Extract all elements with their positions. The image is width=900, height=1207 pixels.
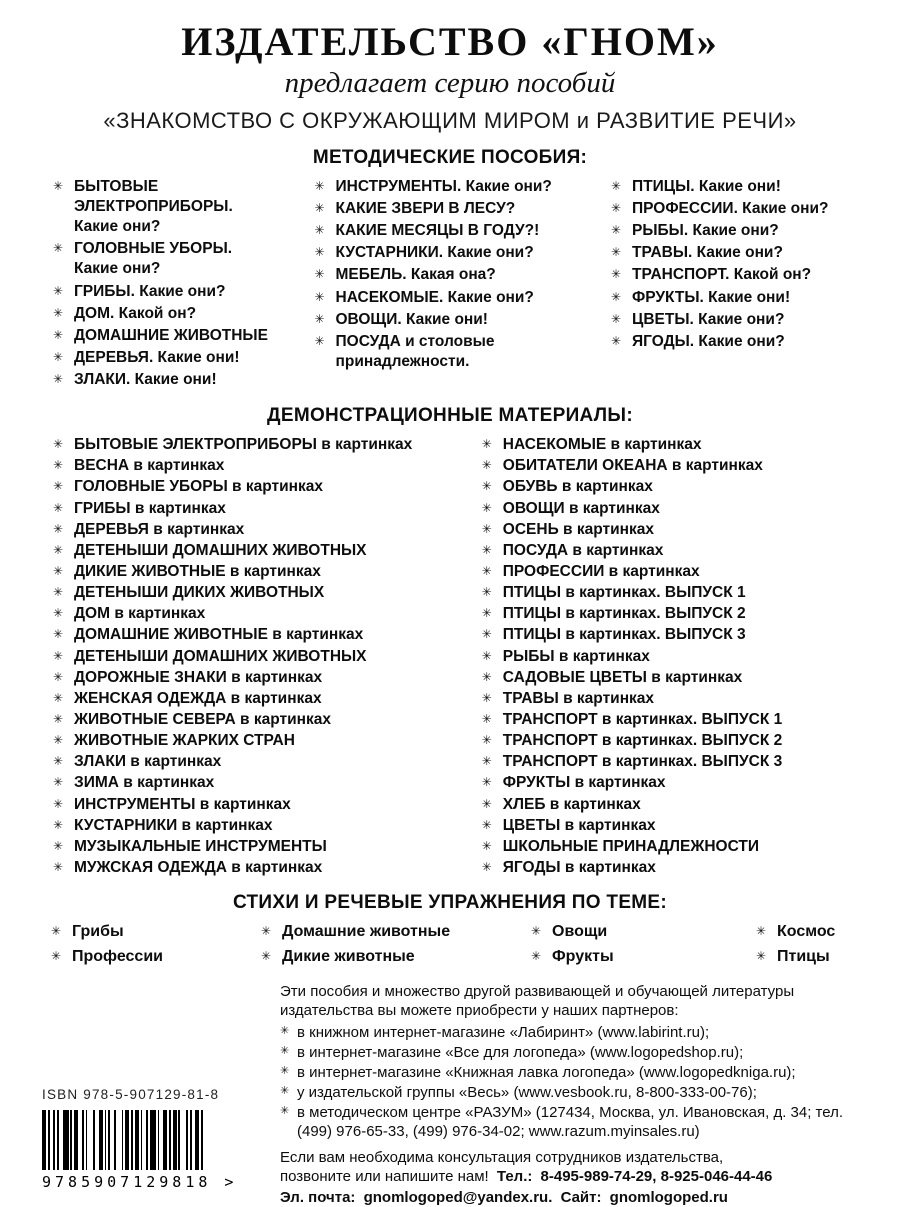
email-label: Эл. почта: — [280, 1189, 356, 1207]
book-title: ЗЛАКИ в картинках — [74, 753, 222, 771]
book-title: ОСЕНЬ в картинках — [502, 520, 654, 538]
methodical-column-1 — [52, 177, 269, 392]
demo-materials-heading: ДЕМОНСТРАЦИОННЫЕ МАТЕРИАЛЫ: — [267, 405, 633, 427]
topic-list-item — [755, 947, 850, 968]
demo-column-2 — [481, 435, 852, 879]
book-title: ОБУВЬ в картинках — [502, 478, 653, 496]
email-site-line — [280, 1188, 862, 1207]
book-title: ИНСТРУМЕНТЫ в картинках — [74, 795, 291, 813]
bottom-section — [38, 982, 862, 1207]
asterisk-bullet-icon: ✳ — [53, 860, 64, 875]
asterisk-bullet-icon: ✳ — [280, 1024, 290, 1037]
book-list-item — [52, 562, 481, 582]
poems-heading: СТИХИ И РЕЧЕВЫЕ УПРАЖНЕНИЯ ПО ТЕМЕ: — [232, 892, 668, 914]
book-list-item — [52, 326, 269, 346]
book-title: НАСЕКОМЫЕ. Какие они? — [335, 288, 534, 306]
asterisk-bullet-icon: ✳ — [53, 775, 64, 790]
asterisk-bullet-icon: ✳ — [53, 648, 64, 663]
book-list-item — [481, 668, 852, 688]
book-title: МУЖСКАЯ ОДЕЖДА в картинках — [74, 859, 323, 877]
book-title: ДЕРЕВЬЯ. Какие они! — [74, 348, 240, 366]
asterisk-bullet-icon: ✳ — [53, 754, 64, 769]
asterisk-bullet-icon: ✳ — [314, 333, 325, 348]
asterisk-bullet-icon: ✳ — [314, 289, 325, 304]
book-list-item — [610, 221, 852, 241]
asterisk-bullet-icon: ✳ — [53, 283, 64, 298]
partners-list — [280, 1023, 862, 1141]
topic-title: Космос — [777, 923, 836, 941]
book-title: ПОСУДА в картинках — [502, 541, 664, 559]
book-title: ОВОЩИ в картинках — [502, 499, 660, 517]
book-list-item — [481, 499, 852, 519]
asterisk-bullet-icon: ✳ — [53, 690, 64, 705]
book-title: ДОМАШНИЕ ЖИВОТНЫЕ в картинках — [74, 626, 364, 644]
partner-list-item — [280, 1023, 862, 1042]
topic-list-item — [260, 922, 530, 943]
asterisk-bullet-icon: ✳ — [481, 733, 492, 748]
book-title: ДОМ. Какой он? — [74, 304, 197, 322]
asterisk-bullet-icon: ✳ — [53, 305, 64, 320]
asterisk-bullet-icon: ✳ — [481, 712, 492, 727]
topic-title: Фрукты — [552, 947, 614, 965]
book-list-item — [52, 456, 481, 476]
asterisk-bullet-icon: ✳ — [531, 924, 542, 939]
methodical-column-2 — [314, 177, 566, 392]
partner-text: в интернет-магазине «Книжная лавка логопеда» (www.logopedkniga.ru); — [297, 1063, 796, 1081]
asterisk-bullet-icon: ✳ — [53, 585, 64, 600]
isbn-block — [38, 1087, 270, 1207]
poems-column-2 — [260, 922, 530, 972]
book-list-item — [610, 199, 852, 219]
asterisk-bullet-icon: ✳ — [481, 754, 492, 769]
asterisk-bullet-icon: ✳ — [756, 948, 767, 963]
book-list-item — [314, 310, 566, 330]
asterisk-bullet-icon: ✳ — [611, 267, 622, 282]
asterisk-bullet-icon: ✳ — [611, 200, 622, 215]
book-title: ГРИБЫ в картинках — [74, 499, 226, 517]
book-list-item — [52, 583, 481, 603]
book-list-item — [52, 520, 481, 540]
book-list-item — [481, 583, 852, 603]
partners-intro: Эти пособия и множество другой развивающей и обучающей литературы издательства вы можете приобрести у наших партнеров: — [280, 982, 795, 1019]
book-title: ПРОФЕССИИ в картинках — [502, 563, 700, 581]
asterisk-bullet-icon: ✳ — [51, 924, 62, 939]
book-title: ФРУКТЫ. Какие они! — [632, 288, 791, 306]
contact-line-2 — [280, 1167, 862, 1186]
barcode — [42, 1110, 238, 1192]
book-list-item — [314, 221, 566, 241]
asterisk-bullet-icon: ✳ — [53, 564, 64, 579]
asterisk-bullet-icon: ✳ — [53, 327, 64, 342]
book-list-item — [52, 858, 481, 878]
asterisk-bullet-icon: ✳ — [314, 311, 325, 326]
contact-block — [280, 1148, 862, 1186]
asterisk-bullet-icon: ✳ — [481, 458, 492, 473]
barcode-bars — [42, 1110, 222, 1170]
asterisk-bullet-icon: ✳ — [280, 1044, 290, 1057]
book-title: ДОМАШНИЕ ЖИВОТНЫЕ — [74, 326, 268, 344]
asterisk-bullet-icon: ✳ — [611, 245, 622, 260]
book-list-item — [52, 177, 269, 237]
demo-columns — [38, 435, 862, 879]
book-list-item — [481, 731, 852, 751]
book-list-item — [52, 435, 481, 455]
partner-list-item — [280, 1043, 862, 1062]
asterisk-bullet-icon: ✳ — [481, 817, 492, 832]
topic-title: Птицы — [777, 947, 830, 965]
asterisk-bullet-icon: ✳ — [481, 585, 492, 600]
asterisk-bullet-icon: ✳ — [481, 838, 492, 853]
book-title: САДОВЫЕ ЦВЕТЫ в картинках — [502, 668, 743, 686]
asterisk-bullet-icon: ✳ — [611, 178, 622, 193]
book-title: ДИКИЕ ЖИВОТНЫЕ в картинках — [74, 563, 321, 581]
book-list-item — [481, 625, 852, 645]
partner-text: в книжном интернет-магазине «Лабиринт» (www.labirint.ru); — [297, 1023, 710, 1041]
book-list-item — [52, 348, 269, 368]
publisher-subtitle: предлагает серию пособий — [284, 66, 616, 99]
book-title: ТРАВЫ. Какие они? — [632, 244, 783, 262]
asterisk-bullet-icon: ✳ — [51, 948, 62, 963]
book-list-item — [52, 795, 481, 815]
book-title: ДОРОЖНЫЕ ЗНАКИ в картинках — [74, 668, 323, 686]
book-list-item — [314, 288, 566, 308]
book-title: ЖИВОТНЫЕ ЖАРКИХ СТРАН — [74, 732, 295, 750]
book-title: КАКИЕ ЗВЕРИ В ЛЕСУ? — [335, 199, 516, 217]
asterisk-bullet-icon: ✳ — [53, 838, 64, 853]
book-title: ЗЛАКИ. Какие они! — [74, 371, 217, 389]
email-value: gnomlogoped@yandex.ru. — [363, 1189, 553, 1207]
isbn-text: ISBN 978-5-907129-81-8 — [42, 1087, 220, 1103]
asterisk-bullet-icon: ✳ — [53, 349, 64, 364]
book-list-item — [481, 520, 852, 540]
asterisk-bullet-icon: ✳ — [314, 200, 325, 215]
asterisk-bullet-icon: ✳ — [481, 648, 492, 663]
book-title: ЖЕНСКАЯ ОДЕЖДА в картинках — [74, 689, 322, 707]
book-list-item — [52, 773, 481, 793]
book-list-item — [52, 541, 481, 561]
book-title: ФРУКТЫ в картинках — [502, 774, 666, 792]
topic-list-item — [50, 947, 260, 968]
book-list-item — [481, 816, 852, 836]
asterisk-bullet-icon: ✳ — [53, 606, 64, 621]
asterisk-bullet-icon: ✳ — [53, 669, 64, 684]
book-title: ДЕТЕНЫШИ ДИКИХ ЖИВОТНЫХ — [74, 584, 325, 602]
book-list-item — [314, 177, 566, 197]
book-list-item — [481, 456, 852, 476]
book-title: ПТИЦЫ. Какие они! — [632, 177, 781, 195]
asterisk-bullet-icon: ✳ — [531, 948, 542, 963]
book-list-item — [314, 199, 566, 219]
book-title: ЗИМА в картинках — [74, 774, 215, 792]
site-value: gnomlogoped.ru — [609, 1189, 728, 1207]
book-list-item — [314, 243, 566, 263]
asterisk-bullet-icon: ✳ — [481, 775, 492, 790]
asterisk-bullet-icon: ✳ — [481, 521, 492, 536]
masthead — [38, 20, 862, 134]
demo-column-1 — [52, 435, 481, 879]
book-title: БЫТОВЫЕ ЭЛЕКТРОПРИБОРЫ в картинках — [74, 436, 413, 454]
asterisk-bullet-icon: ✳ — [314, 245, 325, 260]
asterisk-bullet-icon: ✳ — [481, 564, 492, 579]
book-list-item — [52, 282, 269, 302]
book-list-item — [52, 625, 481, 645]
book-title: ПТИЦЫ в картинках. ВЫПУСК 2 — [502, 605, 746, 623]
book-title: МЕБЕЛЬ. Какая она? — [335, 266, 496, 284]
book-title: ХЛЕБ в картинках — [502, 795, 641, 813]
asterisk-bullet-icon: ✳ — [611, 333, 622, 348]
poems-column-3 — [530, 922, 755, 972]
poems-column-1 — [50, 922, 260, 972]
barcode-number: 9785907129818 > — [42, 1173, 238, 1192]
book-list-item — [481, 541, 852, 561]
partner-text: у издательской группы «Весь» (www.vesbook.ru, 8-800-333-00-76); — [297, 1083, 757, 1101]
book-title: ПТИЦЫ в картинках. ВЫПУСК 3 — [502, 626, 746, 644]
book-list-item — [52, 370, 269, 390]
book-title: ШКОЛЬНЫЕ ПРИНАДЛЕЖНОСТИ — [502, 837, 760, 855]
asterisk-bullet-icon: ✳ — [314, 178, 325, 193]
book-list-item — [481, 752, 852, 772]
book-title: НАСЕКОМЫЕ в картинках — [502, 436, 702, 454]
asterisk-bullet-icon: ✳ — [756, 924, 767, 939]
asterisk-bullet-icon: ✳ — [280, 1064, 290, 1077]
publisher-title: ИЗДАТЕЛЬСТВО «ГНОМ» — [181, 19, 719, 64]
book-title: БЫТОВЫЕ ЭЛЕКТРОПРИБОРЫ. Какие они? — [74, 177, 233, 236]
book-title: ЯГОДЫ. Какие они? — [632, 332, 785, 350]
asterisk-bullet-icon: ✳ — [314, 223, 325, 238]
book-list-item — [52, 304, 269, 324]
asterisk-bullet-icon: ✳ — [481, 669, 492, 684]
book-list-item — [52, 604, 481, 624]
asterisk-bullet-icon: ✳ — [481, 690, 492, 705]
book-title: ДЕТЕНЫШИ ДОМАШНИХ ЖИВОТНЫХ — [74, 541, 367, 559]
topic-list-item — [755, 922, 850, 943]
methodical-column-3 — [610, 177, 852, 392]
book-list-item — [481, 710, 852, 730]
book-list-item — [481, 773, 852, 793]
series-name: «ЗНАКОМСТВО С ОКРУЖАЮЩИМ МИРОМ и РАЗВИТИЕ РЕЧИ» — [103, 107, 797, 133]
book-title: ДЕТЕНЫШИ ДОМАШНИХ ЖИВОТНЫХ — [74, 647, 367, 665]
book-title: РЫБЫ. Какие они? — [632, 222, 779, 240]
book-title: РЫБЫ в картинках — [502, 647, 650, 665]
asterisk-bullet-icon: ✳ — [261, 924, 272, 939]
book-list-item — [610, 332, 852, 352]
book-title: ТРАНСПОРТ. Какой он? — [632, 266, 812, 284]
book-list-item — [52, 689, 481, 709]
asterisk-bullet-icon: ✳ — [53, 712, 64, 727]
book-title: ПРОФЕССИИ. Какие они? — [632, 199, 829, 217]
asterisk-bullet-icon: ✳ — [261, 948, 272, 963]
partner-list-item — [280, 1063, 862, 1082]
asterisk-bullet-icon: ✳ — [481, 500, 492, 515]
book-title: ЖИВОТНЫЕ СЕВЕРА в картинках — [74, 711, 331, 729]
book-list-item — [52, 647, 481, 667]
asterisk-bullet-icon: ✳ — [481, 627, 492, 642]
partner-text: в интернет-магазине «Все для логопеда» (www.logopedshop.ru); — [297, 1043, 744, 1061]
asterisk-bullet-icon: ✳ — [53, 437, 64, 452]
book-list-item — [610, 310, 852, 330]
topic-title: Профессии — [72, 947, 163, 965]
asterisk-bullet-icon: ✳ — [53, 500, 64, 515]
book-list-item — [481, 837, 852, 857]
book-title: ОБИТАТЕЛИ ОКЕАНА в картинках — [502, 457, 763, 475]
book-title: КУСТАРНИКИ в картинках — [74, 816, 273, 834]
asterisk-bullet-icon: ✳ — [53, 796, 64, 811]
asterisk-bullet-icon: ✳ — [481, 437, 492, 452]
book-list-item — [481, 604, 852, 624]
partner-list-item — [280, 1103, 862, 1141]
phone-label: Тел.: — [496, 1168, 533, 1186]
book-title: ОВОЩИ. Какие они! — [335, 310, 488, 328]
book-list-item — [52, 499, 481, 519]
asterisk-bullet-icon: ✳ — [481, 479, 492, 494]
asterisk-bullet-icon: ✳ — [53, 627, 64, 642]
book-list-item — [481, 858, 852, 878]
book-title: ТРАНСПОРТ в картинках. ВЫПУСК 1 — [502, 711, 783, 729]
book-title: ТРАНСПОРТ в картинках. ВЫПУСК 2 — [502, 732, 783, 750]
phone-numbers: 8-495-989-74-29, 8-925-046-44-46 — [540, 1168, 773, 1186]
poems-column-4 — [755, 922, 850, 972]
topic-title: Грибы — [72, 923, 124, 941]
topic-list-item — [530, 922, 755, 943]
book-title: ТРАНСПОРТ в картинках. ВЫПУСК 3 — [502, 753, 783, 771]
book-list-item — [52, 477, 481, 497]
book-title: ЦВЕТЫ. Какие они? — [632, 310, 785, 328]
book-list-item — [52, 752, 481, 772]
book-title: ГОЛОВНЫЕ УБОРЫ. Какие они? — [74, 240, 233, 278]
book-title: ПОСУДА и столовые принадлежности. — [335, 332, 495, 370]
book-list-item — [610, 243, 852, 263]
asterisk-bullet-icon: ✳ — [53, 372, 64, 387]
book-list-item — [481, 435, 852, 455]
book-list-item — [481, 795, 852, 815]
book-title: ДОМ в картинках — [74, 605, 206, 623]
asterisk-bullet-icon: ✳ — [53, 241, 64, 256]
asterisk-bullet-icon: ✳ — [314, 267, 325, 282]
book-list-item — [610, 288, 852, 308]
book-list-item — [52, 668, 481, 688]
contact-line-1: Если вам необходима консультация сотрудников издательства, — [280, 1149, 724, 1167]
asterisk-bullet-icon: ✳ — [481, 542, 492, 557]
book-list-item — [481, 647, 852, 667]
book-list-item — [314, 332, 566, 372]
methodical-columns — [38, 177, 862, 392]
asterisk-bullet-icon: ✳ — [53, 733, 64, 748]
topic-list-item — [50, 922, 260, 943]
book-list-item — [481, 477, 852, 497]
book-title: ДЕРЕВЬЯ в картинках — [74, 520, 245, 538]
book-list-item — [314, 265, 566, 285]
topic-list-item — [260, 947, 530, 968]
demo-materials-section — [38, 405, 862, 879]
book-list-item — [481, 689, 852, 709]
book-title: ИНСТРУМЕНТЫ. Какие они? — [335, 177, 552, 195]
poems-section — [38, 892, 862, 972]
contact-prefix: позвоните или напишите нам! — [280, 1168, 489, 1186]
asterisk-bullet-icon: ✳ — [611, 223, 622, 238]
book-list-item — [52, 837, 481, 857]
book-title: ЯГОДЫ в картинках — [502, 859, 656, 877]
topic-title: Домашние животные — [282, 923, 451, 941]
book-title: КАКИЕ МЕСЯЦЫ В ГОДУ?! — [335, 222, 540, 240]
asterisk-bullet-icon: ✳ — [481, 860, 492, 875]
asterisk-bullet-icon: ✳ — [53, 542, 64, 557]
asterisk-bullet-icon: ✳ — [481, 606, 492, 621]
book-title: ЦВЕТЫ в картинках — [502, 816, 656, 834]
book-title: ВЕСНА в картинках — [74, 457, 225, 475]
asterisk-bullet-icon: ✳ — [53, 521, 64, 536]
partners-block — [270, 982, 862, 1207]
asterisk-bullet-icon: ✳ — [53, 178, 64, 193]
book-title: ПТИЦЫ в картинках. ВЫПУСК 1 — [502, 584, 746, 602]
asterisk-bullet-icon: ✳ — [611, 289, 622, 304]
poems-columns — [38, 922, 862, 972]
topic-list-item — [530, 947, 755, 968]
book-list-item — [52, 710, 481, 730]
book-list-item — [52, 731, 481, 751]
asterisk-bullet-icon: ✳ — [53, 817, 64, 832]
partner-list-item — [280, 1083, 862, 1102]
methodical-section — [38, 147, 862, 392]
book-list-item — [610, 177, 852, 197]
book-title: МУЗЫКАЛЬНЫЕ ИНСТРУМЕНТЫ — [74, 837, 327, 855]
asterisk-bullet-icon: ✳ — [53, 479, 64, 494]
asterisk-bullet-icon: ✳ — [611, 311, 622, 326]
partner-text: в методическом центре «РАЗУМ» (127434, Москва, ул. Ивановская, д. 34; тел. (499) 976-65-33, (499) 976-34-02; www.razum.myinsales.ru) — [297, 1104, 844, 1141]
book-list-item — [481, 562, 852, 582]
asterisk-bullet-icon: ✳ — [53, 458, 64, 473]
methodical-heading: МЕТОДИЧЕСКИЕ ПОСОБИЯ: — [312, 146, 588, 168]
topic-title: Дикие животные — [282, 947, 415, 965]
book-title: ТРАВЫ в картинках — [502, 689, 655, 707]
book-title: КУСТАРНИКИ. Какие они? — [335, 244, 534, 262]
book-title: ГРИБЫ. Какие они? — [74, 282, 226, 300]
book-list-item — [610, 265, 852, 285]
asterisk-bullet-icon: ✳ — [481, 796, 492, 811]
site-label: Сайт: — [560, 1189, 602, 1207]
book-title: ГОЛОВНЫЕ УБОРЫ в картинках — [74, 478, 324, 496]
book-list-item — [52, 239, 269, 279]
asterisk-bullet-icon: ✳ — [280, 1105, 290, 1118]
book-list-item — [52, 816, 481, 836]
asterisk-bullet-icon: ✳ — [280, 1084, 290, 1097]
topic-title: Овощи — [552, 923, 608, 941]
